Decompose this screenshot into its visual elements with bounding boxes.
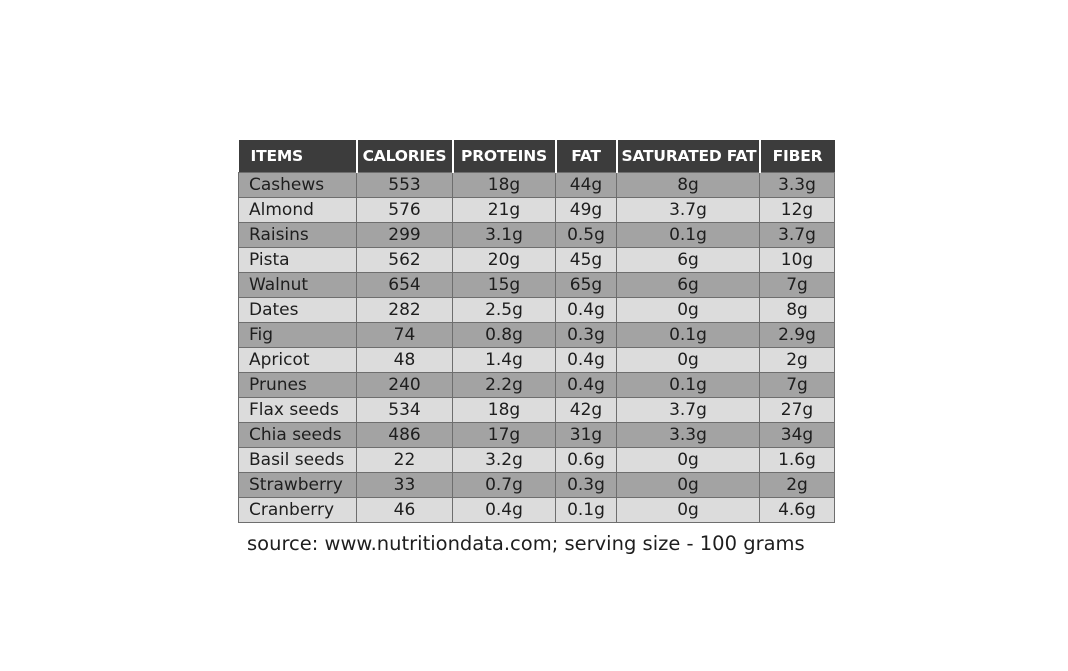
cell-item: Prunes: [239, 373, 357, 398]
cell-proteins: 0.7g: [453, 473, 556, 498]
cell-calories: 74: [357, 323, 453, 348]
cell-proteins: 2.5g: [453, 298, 556, 323]
cell-fiber: 10g: [760, 248, 835, 273]
cell-fiber: 1.6g: [760, 448, 835, 473]
cell-calories: 46: [357, 498, 453, 523]
cell-fiber: 2g: [760, 473, 835, 498]
table-row: [239, 348, 835, 373]
cell-proteins: 0.8g: [453, 323, 556, 348]
table-body: [239, 173, 835, 523]
cell-item: Flax seeds: [239, 398, 357, 423]
cell-item: Chia seeds: [239, 423, 357, 448]
table-row: [239, 198, 835, 223]
cell-calories: 654: [357, 273, 453, 298]
cell-fiber: 34g: [760, 423, 835, 448]
cell-saturated-fat: 0.1g: [617, 323, 760, 348]
cell-calories: 22: [357, 448, 453, 473]
cell-fiber: 8g: [760, 298, 835, 323]
table-row: [239, 298, 835, 323]
table-row: [239, 223, 835, 248]
nutrition-table: [238, 140, 835, 523]
cell-item: Dates: [239, 298, 357, 323]
cell-fat: 0.4g: [556, 348, 617, 373]
cell-fiber: 2.9g: [760, 323, 835, 348]
cell-proteins: 18g: [453, 398, 556, 423]
table-row: [239, 423, 835, 448]
column-header-calories: CALORIES: [357, 140, 453, 173]
table-row: [239, 398, 835, 423]
cell-fat: 0.6g: [556, 448, 617, 473]
cell-calories: 576: [357, 198, 453, 223]
table-row: [239, 248, 835, 273]
cell-calories: 299: [357, 223, 453, 248]
table-row: [239, 323, 835, 348]
cell-saturated-fat: 6g: [617, 248, 760, 273]
cell-proteins: 1.4g: [453, 348, 556, 373]
cell-proteins: 20g: [453, 248, 556, 273]
cell-fiber: 4.6g: [760, 498, 835, 523]
cell-saturated-fat: 3.3g: [617, 423, 760, 448]
cell-saturated-fat: 0.1g: [617, 223, 760, 248]
cell-item: Strawberry: [239, 473, 357, 498]
cell-calories: 240: [357, 373, 453, 398]
cell-item: Raisins: [239, 223, 357, 248]
column-header-proteins: PROTEINS: [453, 140, 556, 173]
table-row: [239, 498, 835, 523]
column-header-fat: FAT: [556, 140, 617, 173]
cell-fat: 65g: [556, 273, 617, 298]
column-header-saturated-fat: SATURATED FAT: [617, 140, 760, 173]
cell-item: Basil seeds: [239, 448, 357, 473]
cell-calories: 534: [357, 398, 453, 423]
table-row: [239, 373, 835, 398]
table-header-row: [239, 140, 835, 173]
cell-fat: 0.1g: [556, 498, 617, 523]
cell-item: Almond: [239, 198, 357, 223]
cell-item: Apricot: [239, 348, 357, 373]
cell-proteins: 0.4g: [453, 498, 556, 523]
cell-fiber: 12g: [760, 198, 835, 223]
cell-fiber: 3.3g: [760, 173, 835, 198]
cell-proteins: 15g: [453, 273, 556, 298]
cell-saturated-fat: 8g: [617, 173, 760, 198]
cell-calories: 562: [357, 248, 453, 273]
cell-fat: 42g: [556, 398, 617, 423]
cell-saturated-fat: 0g: [617, 498, 760, 523]
cell-fat: 31g: [556, 423, 617, 448]
cell-calories: 282: [357, 298, 453, 323]
cell-saturated-fat: 0.1g: [617, 373, 760, 398]
cell-proteins: 3.2g: [453, 448, 556, 473]
column-header-fiber: FIBER: [760, 140, 835, 173]
cell-saturated-fat: 0g: [617, 473, 760, 498]
cell-calories: 486: [357, 423, 453, 448]
table-row: [239, 473, 835, 498]
cell-item: Walnut: [239, 273, 357, 298]
cell-fat: 49g: [556, 198, 617, 223]
cell-proteins: 18g: [453, 173, 556, 198]
cell-proteins: 17g: [453, 423, 556, 448]
cell-fat: 0.4g: [556, 298, 617, 323]
cell-saturated-fat: 0g: [617, 298, 760, 323]
cell-calories: 33: [357, 473, 453, 498]
table-row: [239, 273, 835, 298]
column-header-item: ITEMS: [239, 140, 357, 173]
cell-fat: 45g: [556, 248, 617, 273]
cell-item: Pista: [239, 248, 357, 273]
cell-fiber: 7g: [760, 373, 835, 398]
cell-fiber: 3.7g: [760, 223, 835, 248]
cell-calories: 553: [357, 173, 453, 198]
source-note: source: www.nutritiondata.com; serving size - 100 grams: [247, 532, 805, 555]
cell-calories: 48: [357, 348, 453, 373]
cell-proteins: 3.1g: [453, 223, 556, 248]
cell-saturated-fat: 0g: [617, 448, 760, 473]
cell-saturated-fat: 3.7g: [617, 398, 760, 423]
cell-item: Cashews: [239, 173, 357, 198]
cell-proteins: 21g: [453, 198, 556, 223]
table-row: [239, 173, 835, 198]
cell-fat: 0.5g: [556, 223, 617, 248]
cell-item: Cranberry: [239, 498, 357, 523]
cell-saturated-fat: 6g: [617, 273, 760, 298]
cell-item: Fig: [239, 323, 357, 348]
cell-fat: 44g: [556, 173, 617, 198]
cell-fiber: 7g: [760, 273, 835, 298]
cell-fat: 0.4g: [556, 373, 617, 398]
cell-saturated-fat: 0g: [617, 348, 760, 373]
cell-saturated-fat: 3.7g: [617, 198, 760, 223]
cell-proteins: 2.2g: [453, 373, 556, 398]
cell-fat: 0.3g: [556, 323, 617, 348]
cell-fat: 0.3g: [556, 473, 617, 498]
table-row: [239, 448, 835, 473]
cell-fiber: 2g: [760, 348, 835, 373]
cell-fiber: 27g: [760, 398, 835, 423]
